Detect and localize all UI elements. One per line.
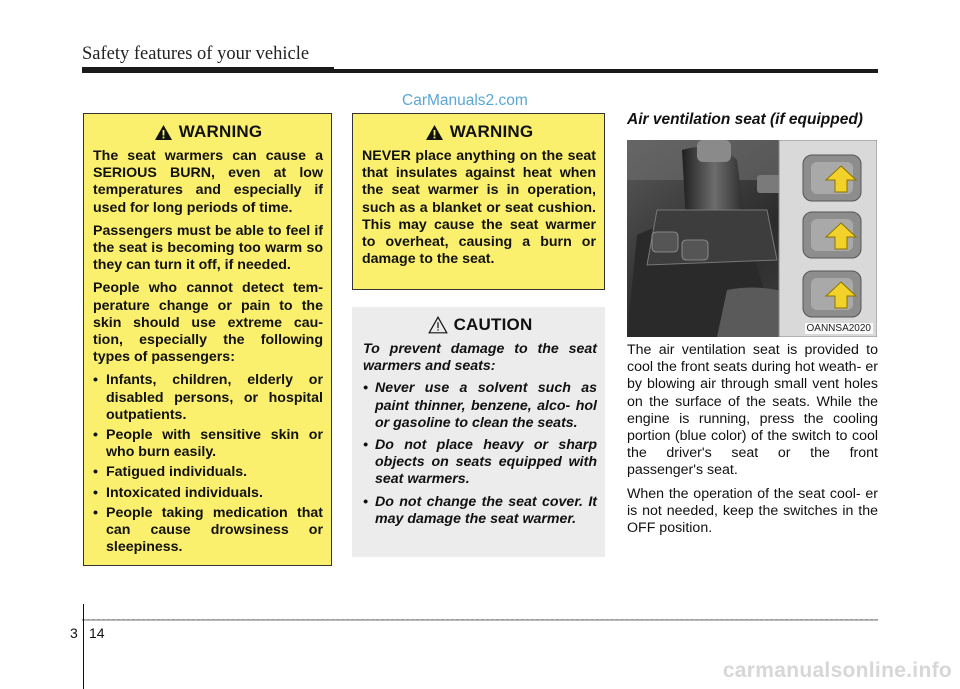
warning-paragraph: Passengers must be able to feel if the seat is becoming too warm so they can turn it off, if needed. <box>93 222 323 274</box>
caution-triangle-icon <box>428 316 448 334</box>
list-item: • Intoxicated individuals. <box>93 485 323 502</box>
list-item: • Never use a solvent such as paint thinner, benzene, alco- hol or gasoline to clean the seats. <box>363 380 597 432</box>
seat-switch-1 <box>803 155 861 201</box>
section-body <box>627 342 878 543</box>
chapter-number: 3 <box>70 625 78 641</box>
warning-paragraph: People who cannot detect tem- perature change or pain to the skin should use extreme cau- tion, especially the following types of passengers: <box>93 280 323 366</box>
list-item: • People with sensitive skin or who burn easily. <box>93 427 323 461</box>
list-item: • Do not change the seat cover. It may damage the seat warmer. <box>363 494 597 528</box>
caution-box <box>352 307 605 557</box>
header-rule-accent <box>82 67 334 73</box>
image-code: OANNSA2020 <box>806 323 871 334</box>
caution-intro: To prevent damage to the seat warmers and seats: <box>363 341 597 375</box>
page-header-title: Safety features of your vehicle <box>82 44 310 64</box>
passenger-type-list <box>93 372 323 556</box>
warning-title: WARNING <box>449 122 534 141</box>
ventilation-switch-photo <box>627 140 877 337</box>
caution-list <box>363 380 597 528</box>
warning-box-seat-warmers <box>83 113 332 566</box>
watermark-bottom: carmanualsonline.info <box>722 659 952 682</box>
warning-triangle-icon <box>154 124 173 141</box>
watermark-top: CarManuals2.com <box>402 92 528 109</box>
section-heading: Air ventilation seat (if equipped) <box>627 111 863 128</box>
warning-heading <box>362 122 596 142</box>
list-item: • Infants, children, elderly or disabled persons, or hospital outpatients. <box>93 372 323 424</box>
seat-switch-2 <box>803 212 861 258</box>
console-illustration <box>627 140 877 337</box>
body-paragraph: When the operation of the seat cool- er is not needed, keep the switches in the OFF position. <box>627 485 878 537</box>
warning-triangle-icon <box>425 124 444 141</box>
footer-divider <box>83 604 84 689</box>
warning-paragraph: The seat warmers can cause a SERIOUS BURN, even at low temperatures and especially if used for long periods of time. <box>93 148 323 216</box>
list-item: • Fatigued individuals. <box>93 464 323 481</box>
seat-switch-3 <box>803 271 861 317</box>
list-item: • People taking medication that can cause drowsiness or sleepiness. <box>93 505 323 557</box>
warning-title: WARNING <box>178 122 263 141</box>
body-paragraph: The air ventilation seat is provided to cool the front seats during hot weath- er by blowing air through small vent holes on the surface of the seats. While the engine is running, press the cooling portion (blue color) of the switch to cool the driver's seat or the front passenger's seat. <box>627 342 878 479</box>
caution-title: CAUTION <box>453 315 533 334</box>
list-item: • Do not place heavy or sharp objects on seats equipped with seat warmers. <box>363 437 597 489</box>
warning-text: NEVER place anything on the seat that insulates against heat when the seat warmer is in operation, such as a blanket or seat cushion. This may cause the seat warmer to overheat, causing a burn or damage to the seat. <box>362 148 596 268</box>
footer-rule <box>82 619 878 621</box>
page-number: 14 <box>89 625 105 641</box>
warning-box-insulation <box>352 113 605 290</box>
caution-heading <box>363 315 597 335</box>
warning-heading <box>93 122 323 142</box>
